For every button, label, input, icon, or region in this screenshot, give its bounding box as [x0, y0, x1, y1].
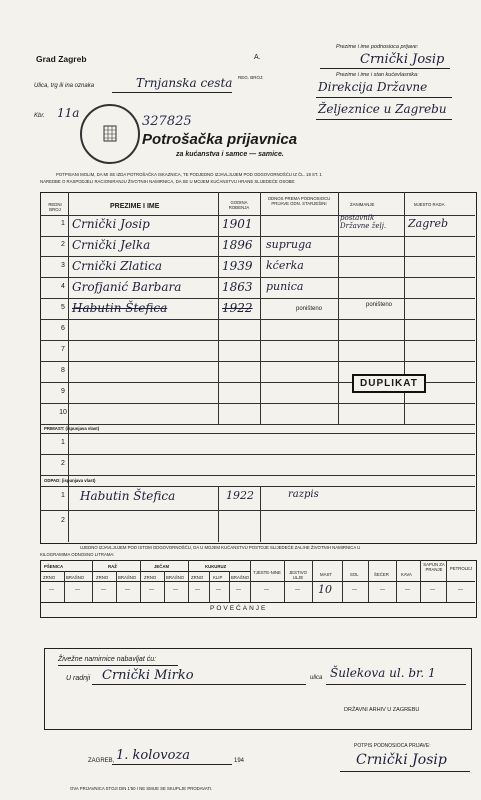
col-divider — [188, 560, 189, 602]
member-name: Crnički Zlatica — [72, 259, 162, 273]
stock-group: SAPUN ZA PRANJE — [423, 562, 445, 572]
stock-value: — — [236, 587, 241, 593]
col-divider — [218, 486, 219, 542]
col-divider — [164, 571, 165, 602]
row-number: 9 — [61, 388, 65, 395]
stock-value: — — [264, 587, 269, 593]
member-relation: supruga — [266, 238, 312, 251]
col-divider — [140, 560, 141, 602]
shop-label: U radnji — [66, 675, 91, 682]
row-divider — [40, 486, 475, 487]
row-divider — [40, 215, 475, 216]
departed-note: razpis — [288, 489, 319, 500]
col-header-no: REDNI BROJ — [48, 202, 62, 212]
member-year: 1939 — [222, 259, 253, 273]
row-divider — [40, 581, 475, 582]
signature-underline — [340, 771, 470, 772]
col-divider — [420, 560, 421, 602]
applicant-label: Prezime i ime podnosioca prijave: — [336, 44, 419, 50]
col-divider — [218, 192, 219, 424]
landlord-label: Prezime i ime i stan kućevlasnika: — [336, 72, 419, 78]
row-number: 8 — [61, 367, 65, 374]
departed-year: 1922 — [226, 489, 254, 502]
shop-underline — [92, 684, 306, 685]
member-name: Crnički Josip — [72, 217, 150, 231]
col-divider — [250, 560, 251, 602]
applicant-underline — [320, 68, 450, 69]
row-divider — [40, 319, 475, 320]
stock-value: — — [295, 587, 300, 593]
house-number-value: 11a — [57, 106, 80, 120]
departures-label: ODPAD: (ispunjava vlast) — [44, 478, 96, 483]
official-round-stamp — [80, 104, 140, 164]
col-divider — [209, 571, 210, 602]
stock-subheader: BRAŠNO — [231, 575, 250, 580]
stock-group: SOL — [350, 572, 359, 577]
stock-group: KAVA — [401, 572, 412, 577]
landlord-line-2: Željeznice u Zagrebu — [318, 102, 447, 116]
member-name-cancelled: Habutin Štefica — [72, 301, 168, 315]
member-year: 1901 — [222, 217, 253, 231]
col-divider — [116, 571, 117, 602]
shop-street-label: ulica — [310, 675, 323, 681]
stock-value: — — [405, 587, 410, 593]
stock-group: PETROLEJ — [449, 566, 473, 571]
row-number: 2 — [61, 517, 65, 524]
shop-intro-label: Živežne namirnice nabavljat ću: — [58, 656, 157, 663]
row-divider — [40, 571, 250, 572]
handwritten-form-number: 327825 — [142, 114, 192, 129]
row-divider — [40, 403, 475, 404]
member-relation: punica — [266, 280, 304, 293]
row-number: 1 — [61, 439, 65, 446]
stock-subheader: BRAŠNO — [118, 575, 137, 580]
col-divider — [446, 560, 447, 602]
stock-group: PŠENICA — [44, 564, 64, 569]
row-divider — [40, 298, 475, 299]
col-divider — [396, 560, 397, 602]
col-divider — [368, 560, 369, 602]
row-divider — [40, 424, 475, 425]
col-header-relation: ODNOS PREMA PODNOSIOCU PRIJAVE ODN. STARJEŠINI — [267, 196, 331, 206]
cancelled-mark: poništeno — [366, 302, 393, 308]
row-divider — [40, 602, 475, 603]
col-divider — [68, 192, 69, 542]
col-divider — [229, 571, 230, 602]
col-divider — [64, 571, 65, 602]
row-number: 5 — [61, 304, 65, 311]
stock-subheader: ZRNO — [43, 575, 56, 580]
row-divider — [40, 277, 475, 278]
row-number: 6 — [61, 325, 65, 332]
stock-value: — — [75, 587, 80, 593]
stock-value: — — [173, 587, 178, 593]
stock-subheader: BRAŠNO — [66, 575, 85, 580]
row-number: 1 — [61, 492, 65, 499]
form-letter: A. — [254, 54, 261, 61]
reg-number-label: REG. BROJ: — [238, 75, 264, 80]
intro-line-2: NAREDBE O RASPODJELI RACIONIRANJU ŽIVOTNIH NAMIRNICA, DA SE U MOJEM KUĆANSTVU HRANE SLIJEDEĆE OSOBE: — [40, 179, 296, 184]
date-underline — [112, 764, 232, 765]
col-header-job: ZANIMANJE — [350, 202, 375, 207]
col-divider — [284, 560, 285, 602]
member-year: 1896 — [222, 238, 253, 252]
stock-value: — — [195, 587, 200, 593]
member-place: Zagreb — [408, 217, 449, 230]
archive-stamp: DRŽAVNI ARHIV U ZAGREBU — [344, 707, 420, 713]
departed-name: Habutin Štefica — [80, 489, 176, 503]
stock-value: — — [149, 587, 154, 593]
form-subtitle: za kućanstva i samce — samice. — [176, 151, 284, 158]
stock-subheader: ZRNO — [191, 575, 204, 580]
stock-group: TJESTE-NINE — [253, 570, 281, 575]
form-title: Potrošačka prijavnica — [142, 131, 298, 148]
place-label: ZAGREB, — [88, 758, 115, 764]
stock-value: — — [216, 587, 221, 593]
landlord-underline-1 — [316, 97, 452, 98]
col-divider — [260, 192, 261, 424]
stock-group: MAST — [320, 572, 332, 577]
row-divider — [40, 475, 475, 476]
stock-value: — — [125, 587, 130, 593]
row-number: 4 — [61, 283, 65, 290]
stock-group: JESTIVO ULJE — [289, 570, 307, 580]
stock-subheader: ZRNO — [144, 575, 157, 580]
signature-value: Crnički Josip — [356, 752, 447, 768]
stock-value: — — [430, 587, 435, 593]
duplicate-stamp: DUPLIKAT — [352, 374, 426, 393]
stock-intro-2: KILOGRAMIMA ODNOSNO LITRAMA: — [40, 552, 115, 557]
intro-line-1: POTPISANI MOLIM, DA MI SE IZDA POTROŠAČKA ISKAZNICA, TE PODJEDNO IZJAVLJUJEM POD ODGOVORNOŠĆU IZ ČL. 18 ST. 1 — [56, 172, 322, 177]
stock-group: KUKURUZ — [205, 564, 227, 569]
col-divider — [312, 560, 313, 602]
row-divider — [40, 256, 475, 257]
stock-group: JEČAM — [154, 564, 170, 569]
price-footnote: OVA PRIJAVNICA STOJI DIN 1'50 I NE SMIJE SE SKUPLJE PRODAVATI. — [70, 786, 213, 791]
col-divider — [92, 560, 93, 602]
row-number: 2 — [61, 241, 65, 248]
date-value: 1. kolovoza — [116, 748, 190, 763]
shop-intro-underline — [58, 665, 178, 666]
row-number: 7 — [61, 346, 65, 353]
street-label: Ulica, trg ili ina oznaka — [34, 83, 95, 89]
stock-value: — — [101, 587, 106, 593]
row-divider — [40, 433, 475, 434]
shop-name: Crnički Mirko — [102, 668, 194, 683]
shop-street-value: Šulekova ul. br. 1 — [330, 666, 436, 680]
year-label: 194 — [234, 758, 245, 764]
row-divider — [40, 510, 475, 511]
house-number-label: Kbr. — [34, 113, 45, 119]
stock-subheader: ZRNO — [96, 575, 109, 580]
stock-value-lard: 10 — [318, 583, 332, 596]
row-divider — [40, 454, 475, 455]
col-divider — [338, 192, 339, 424]
col-header-place: MJESTO RADA — [414, 202, 445, 207]
applicant-value: Crnički Josip — [360, 52, 445, 67]
landlord-underline-2 — [316, 119, 452, 120]
coat-of-arms-icon — [82, 106, 138, 162]
stock-group: ŠEĆER — [374, 572, 389, 577]
col-divider — [342, 560, 343, 602]
stock-value: — — [352, 587, 357, 593]
stock-intro-1: UJEDNO IZJAVLJUJEM POD ISTOM ODGOVORNOŠĆU, DA U MOJEM KUĆANSTVU POSTOJE SLIJEDEĆE ZALIHE ŽIVOTNIH NAMIRNICA U — [80, 545, 361, 550]
row-number: 3 — [61, 262, 65, 269]
stock-subheader: BRAŠNO — [166, 575, 185, 580]
stock-subheader: KLIP — [213, 575, 223, 580]
row-divider — [40, 340, 475, 341]
stock-group: RAŽ — [108, 564, 117, 569]
col-divider — [260, 486, 261, 542]
arrivals-label: PRIMAST: (ispunjava vlast) — [44, 426, 100, 431]
cancelled-mark: poništeno — [296, 306, 323, 312]
row-divider — [40, 361, 475, 362]
member-year: 1863 — [222, 280, 253, 294]
member-name: Crnički Jelka — [72, 238, 151, 252]
member-name: Grofjanić Barbara — [72, 280, 182, 294]
col-header-name: PREZIME I IME — [110, 203, 160, 210]
street-value: Trnjanska cesta — [136, 76, 233, 90]
street-underline — [112, 92, 232, 93]
signature-label: POTPIS PODNOSIOCA PRIJAVE: — [354, 743, 431, 749]
landlord-line-1: Direkcija Državne — [318, 80, 428, 94]
stock-value: — — [380, 587, 385, 593]
row-number: 10 — [59, 409, 67, 416]
increase-label: POVEĆANJE — [210, 605, 268, 612]
member-job: postavnik Državne želj. — [340, 214, 387, 230]
stock-value: — — [458, 587, 463, 593]
city-label: Grad Zagreb — [36, 54, 87, 64]
stock-value: — — [49, 587, 54, 593]
row-number: 2 — [61, 460, 65, 467]
row-divider — [40, 236, 475, 237]
row-number: 1 — [61, 220, 65, 227]
col-header-year: GODINA ROĐENJA — [228, 200, 250, 210]
member-year-cancelled: 1922 — [222, 301, 253, 315]
member-relation: kćerka — [266, 259, 304, 272]
shop-street-underline — [326, 684, 466, 685]
